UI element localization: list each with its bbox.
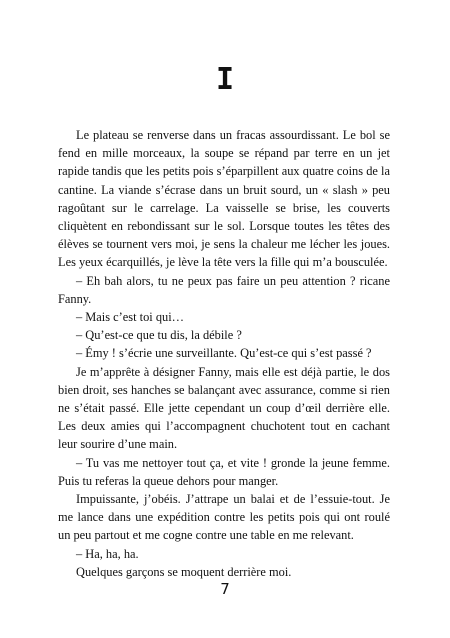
paragraph: Impuissante, j’obéis. J’attrape un balai et de l’essuie-tout. Je me lance dans une expédition contre les petits pois qui ont roulé un peu partout et me cogne contre une table en me relevant. bbox=[58, 492, 390, 543]
paragraph: – Mais c’est toi qui… bbox=[76, 310, 185, 325]
paragraph: Je m’apprête à désigner Fanny, mais elle est déjà partie, le dos bien droit, ses hanches se balançant avec assurance, comme si rien ne s’était passé. Elle jette cependant un coup d’œil derrière elle. Les deux amies qui l’accompagnent chuchotent tout en cachant leur sourire d’une main. bbox=[58, 364, 390, 452]
page-number: 7 bbox=[220, 580, 230, 598]
paragraph: – Eh bah alors, tu ne peux pas faire un peu attention ? ricane Fanny. bbox=[58, 273, 390, 306]
paragraph: – Qu’est-ce que tu dis, la débile ? bbox=[76, 328, 242, 343]
paragraph: – Émy ! s’écrie une surveillante. Qu’est-ce qui s’est passé ? bbox=[76, 346, 372, 361]
chapter-body bbox=[58, 126, 390, 581]
paragraph: Le plateau se renverse dans un fracas assourdissant. Le bol se fend en mille morceaux, la soupe se répand par terre en un jet rapide tandis que les petits pois s’éparpillent aux quatre coins de la cantine. La viande s’écrase dans un bruit sourd, un « slash » peu ragoûtant sur le carrelage. La vaisselle se brise, les couverts cliquètent en rebondissant sur le sol. Lorsque toutes les têtes des élèves se tournent vers moi, je sens la chaleur me lécher les joues. Les yeux écarquillés, je lève la tête vers la fille qui m’a bousculée. bbox=[58, 128, 390, 270]
paragraph: – Tu vas me nettoyer tout ça, et vite ! gronde la jeune femme. Puis tu referas la queue dehors pour manger. bbox=[58, 455, 390, 488]
paragraph: Quelques garçons se moquent derrière moi. bbox=[76, 564, 292, 579]
chapter-heading: I bbox=[215, 62, 235, 97]
paragraph: – Ha, ha, ha. bbox=[76, 546, 139, 561]
